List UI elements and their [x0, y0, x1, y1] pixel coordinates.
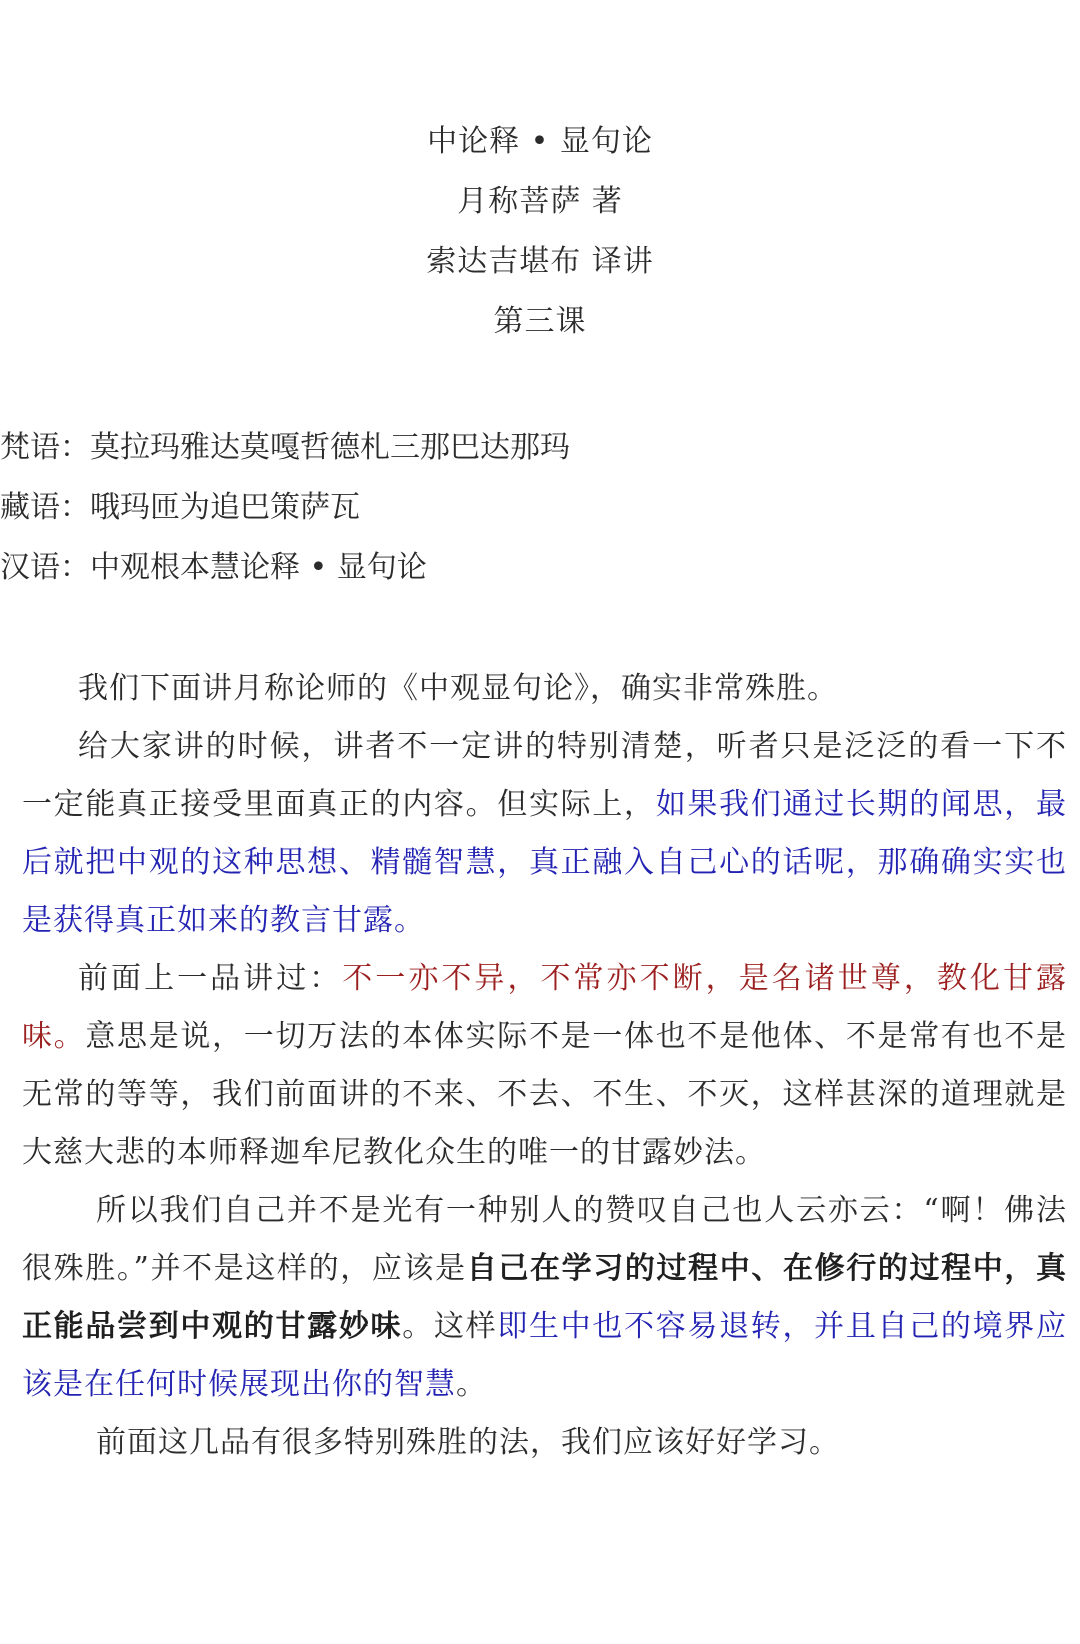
tibetan-title: 藏语：哦玛匝为追巴策萨瓦 — [0, 490, 360, 525]
title-translations — [0, 418, 1060, 598]
paragraph-3-explanation: 意思是说，一切万法的本体实际不是一体也不是他体、不是常有也不是无常的等等，我们前面讲的不来、不去、不生、不灭，这样甚深的道理就是大慈大悲的本师释迦牟尼教化众生的唯一的甘露妙法。 — [22, 1019, 1067, 1170]
page-title: 中论释 • 显句论 — [427, 124, 653, 159]
paragraph-5-text: 前面这几品有很多特别殊胜的法，我们应该好好学习。 — [96, 1425, 840, 1460]
body-text — [22, 660, 1067, 1472]
translator-line: 索达吉堪布 译讲 — [426, 244, 654, 279]
paragraph-5 — [22, 1414, 1067, 1472]
paragraph-3-lead: 前面上一品讲过： — [78, 961, 343, 996]
sanskrit-title: 梵语：莫拉玛雅达莫嘎哲德札三那巴达那玛 — [0, 430, 570, 465]
paragraph-2 — [22, 718, 1067, 950]
paragraph-4-highlight: 即生中也不容易退转，并且自己的境界应该是在任何时候展现出你的智慧 — [22, 1309, 1067, 1402]
paragraph-4-connector: 。这样 — [402, 1309, 498, 1344]
paragraph-4-bold: 自己在学习的过程中、在修行的过程中，真正能品尝到中观的甘露妙味 — [22, 1251, 1068, 1344]
author-line: 月称菩萨 著 — [457, 184, 623, 219]
paragraph-4-end: 。 — [456, 1367, 487, 1402]
paragraph-4 — [22, 1182, 1067, 1414]
paragraph-2-plain: 给大家讲的时候，讲者不一定讲的特别清楚，听者只是泛泛的看一下不一定能真正接受里面真正的内容。但实际上， — [22, 729, 1067, 822]
paragraph-2-highlight: 如果我们通过长期的闻思，最后就把中观的这种思想、精髓智慧，真正融入自己心的话呢，那确确实实也是获得真正如来的教言甘露。 — [22, 787, 1067, 938]
title-block — [0, 112, 1080, 352]
chinese-title: 汉语：中观根本慧论释 • 显句论 — [0, 550, 427, 585]
paragraph-1-text: 我们下面讲月称论师的《中观显句论》，确实非常殊胜。 — [78, 671, 838, 706]
paragraph-4-plain: 所以我们自己并不是光有一种别人的赞叹自己也人云亦云：“啊！佛法很殊胜。”并不是这样的，应该是 — [22, 1193, 1067, 1286]
verse-quote: 不一亦不异，不常亦不断，是名诸世尊，教化甘露味。 — [22, 961, 1068, 1054]
paragraph-3 — [22, 950, 1067, 1182]
lesson-number: 第三课 — [493, 304, 587, 339]
paragraph-1 — [22, 660, 1067, 718]
